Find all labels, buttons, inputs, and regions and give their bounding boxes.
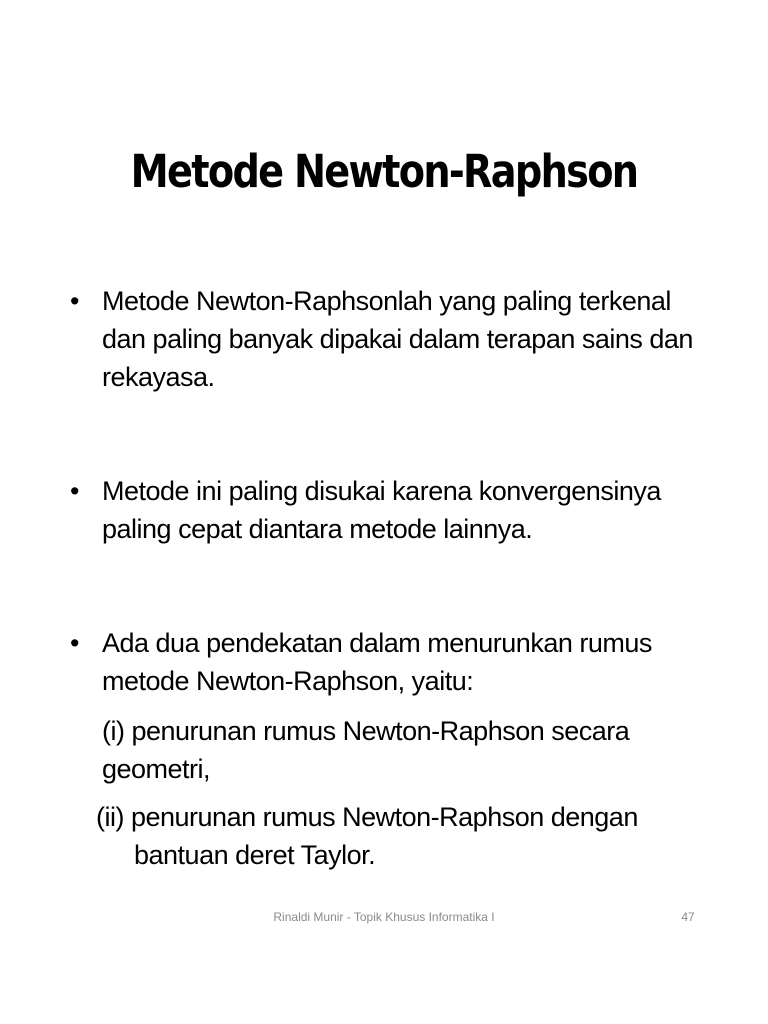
bullet-text: Metode Newton-Raphsonlah yang paling terkenal dan paling banyak dipakai dalam terapan sains dan rekayasa. bbox=[102, 286, 693, 392]
bullet-marker: • bbox=[70, 476, 79, 506]
bullet-text: Ada dua pendekatan dalam menurunkan rumus metode Newton-Raphson, yaitu: bbox=[102, 628, 652, 696]
bullet-item-2 bbox=[70, 472, 710, 548]
sub-item-ii: (ii) penurunan rumus Newton-Raphson dengan bantuan deret Taylor. bbox=[96, 802, 638, 870]
bullet-item-3 bbox=[70, 624, 710, 874]
bullet-item-1 bbox=[70, 282, 710, 396]
bullet-marker: • bbox=[70, 628, 79, 658]
page-number: 47 bbox=[681, 910, 695, 924]
bullet-marker: • bbox=[70, 286, 79, 316]
bullet-list bbox=[70, 282, 710, 874]
slide-title: Metode Newton-Raphson bbox=[130, 145, 638, 198]
footer-text: Rinaldi Munir - Topik Khusus Informatika I bbox=[273, 910, 495, 924]
bullet-text: Metode ini paling disukai karena konvergensinya paling cepat diantara metode lainnya. bbox=[102, 476, 661, 544]
sub-item-i: (i) penurunan rumus Newton-Raphson secara geometri, bbox=[102, 716, 630, 784]
